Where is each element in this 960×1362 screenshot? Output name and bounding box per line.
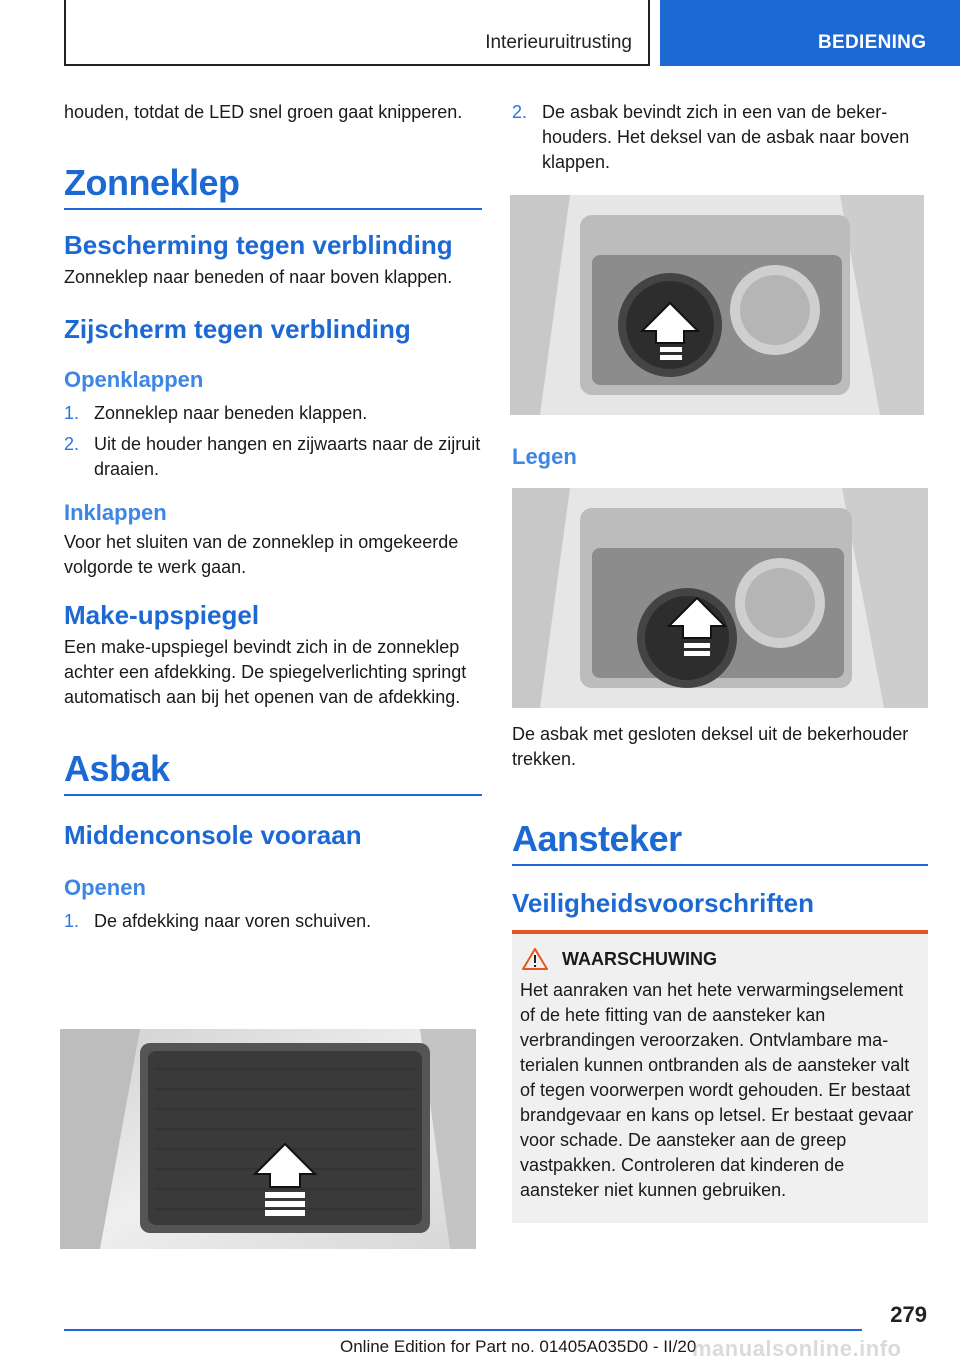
list-item <box>512 100 928 175</box>
left-column <box>64 100 482 940</box>
image-ashtray-remove <box>512 488 928 708</box>
step-text: Zonneklep naar beneden klappen. <box>94 403 368 423</box>
inklappen-text: Voor het sluiten van de zonneklep in omgekeerde volgorde te werk gaan. <box>64 532 459 577</box>
openklappen-steps <box>64 401 482 482</box>
warning-box <box>512 930 928 1223</box>
heading-legen: Legen <box>512 444 577 469</box>
warning-text: Het aanraken van het hete verwarmingselement of de hete fitting van de aansteker kan verbrandingen veroorzaken. Ontvlambare materialen kunnen ontbranden als de aansteker valt of tegen voorwerpen wordt gehouden. Er bestaat brandgevaar en kans op letsel. Er bestaat gevaar voor schade. De aansteker aan de greep vastpakken. Controleren dat kinderen de aansteker niet kunnen gebruiken. <box>520 980 914 1200</box>
warning-label: WAARSCHUWING <box>562 948 717 969</box>
footer-divider <box>64 1329 862 1331</box>
heading-bescherming: Bescherming tegen verblinding <box>64 230 453 260</box>
bescherming-text: Zonneklep naar beneden of naar boven klappen. <box>64 267 453 287</box>
heading-zijscherm: Zijscherm tegen verblinding <box>64 314 411 344</box>
image-ashtray-cupholder <box>510 195 924 415</box>
right-column <box>512 100 928 181</box>
warning-triangle-icon <box>522 948 548 970</box>
openen-steps <box>64 909 482 934</box>
intro-text: houden, totdat de LED snel groen gaat knipperen. <box>64 102 463 122</box>
heading-veiligheidsvoorschriften: Veiligheidsvoorschriften <box>512 888 814 918</box>
heading-openen: Openen <box>64 875 146 900</box>
step-number: 1. <box>64 911 80 931</box>
step-text: Uit de houder hangen en zijwaarts naar de zijruit draaien. <box>94 434 481 479</box>
step-number: 1. <box>64 403 80 423</box>
footer-edition: Online Edition for Part no. 01405A035D0 - II/20 <box>340 1337 697 1356</box>
heading-middenconsole: Middenconsole vooraan <box>64 820 362 850</box>
legen-text: De asbak met gesloten deksel uit de bekerhouder trekken. <box>512 724 909 769</box>
heading-inklappen: Inklappen <box>64 500 167 525</box>
header-section-title: Interieuruitrusting <box>485 32 632 53</box>
step-text: De afdekking naar voren schuiven. <box>94 911 372 931</box>
watermark: manualsonline.info <box>692 1336 902 1361</box>
step-text: De asbak bevindt zich in een van de bekerhouders. Het deksel van de asbak naar boven klappen. <box>542 102 910 172</box>
openen-steps-continued <box>512 100 928 175</box>
warning-header <box>520 948 920 970</box>
heading-make-upspiegel: Make-upspiegel <box>64 600 260 630</box>
list-item <box>64 432 482 482</box>
heading-aansteker: Aansteker <box>512 818 928 866</box>
heading-zonneklep: Zonneklep <box>64 162 482 210</box>
heading-asbak: Asbak <box>64 748 482 796</box>
page-number: 279 <box>890 1302 927 1327</box>
list-item <box>64 401 482 426</box>
make-upspiegel-text: Een make-upspiegel bevindt zich in de zonneklep achter een afdekking. De spiegelverlichting springt automatisch aan bij het openen van de afdekking. <box>64 637 467 707</box>
header-tab-label: BEDIENING <box>818 32 927 53</box>
header-section-box <box>64 0 650 66</box>
header-tab-bediening[interactable] <box>660 0 960 66</box>
step-number: 2. <box>64 434 80 454</box>
list-item <box>64 909 482 934</box>
heading-openklappen: Openklappen <box>64 367 204 392</box>
step-number: 2. <box>512 102 528 122</box>
image-console-cover <box>60 1029 476 1249</box>
